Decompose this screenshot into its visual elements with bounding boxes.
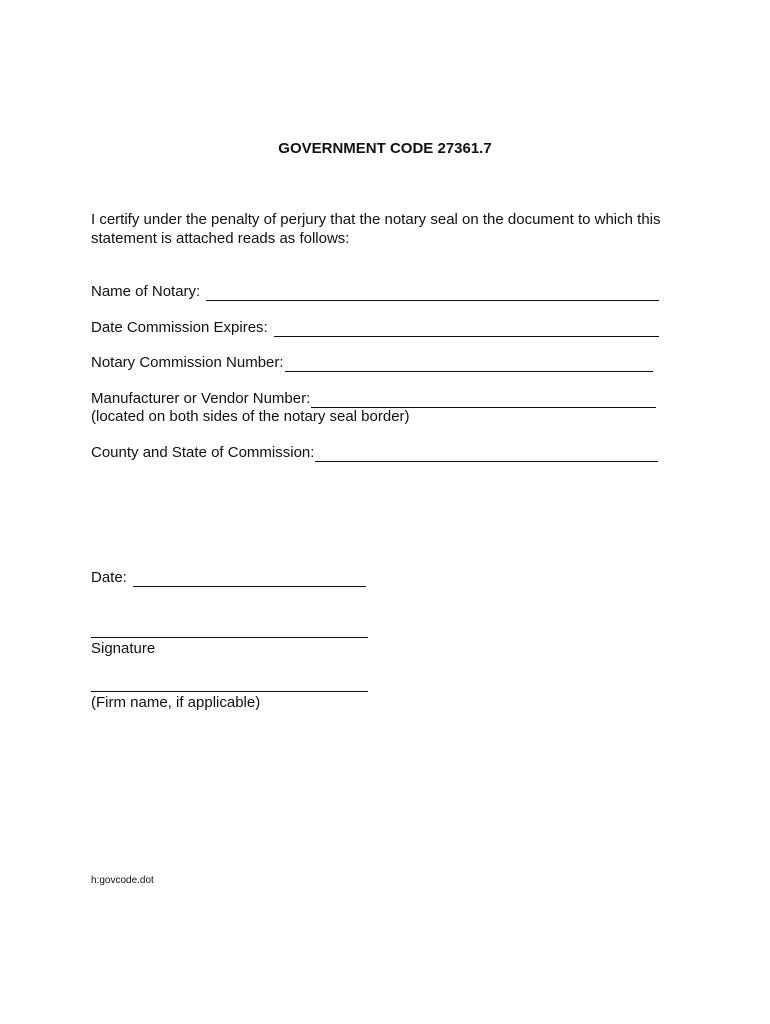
firm-name-label: (Firm name, if applicable) bbox=[91, 694, 261, 711]
firm-name-line[interactable] bbox=[91, 691, 368, 692]
commission-number-line[interactable] bbox=[285, 355, 653, 372]
commission-expires-line[interactable] bbox=[274, 320, 659, 337]
commission-expires-field bbox=[91, 319, 659, 337]
vendor-number-field bbox=[91, 390, 656, 408]
signature-line[interactable] bbox=[91, 637, 368, 638]
certification-statement: I certify under the penalty of perjury that the notary seal on the document to which this statement is attached reads as follows: bbox=[91, 211, 661, 247]
date-label: Date: bbox=[91, 569, 127, 586]
commission-expires-label: Date Commission Expires: bbox=[91, 319, 268, 336]
vendor-number-label: Manufacturer or Vendor Number: bbox=[91, 390, 311, 407]
vendor-number-line[interactable] bbox=[311, 391, 656, 408]
county-state-line[interactable] bbox=[315, 445, 658, 462]
date-field bbox=[91, 569, 366, 587]
notary-name-label: Name of Notary: bbox=[91, 283, 201, 300]
footer-filename: h:govcode.dot bbox=[91, 875, 154, 886]
county-state-label: County and State of Commission: bbox=[91, 444, 315, 461]
notary-name-field bbox=[91, 283, 659, 301]
commission-number-field bbox=[91, 354, 653, 372]
county-state-field bbox=[91, 444, 658, 462]
signature-label: Signature bbox=[91, 640, 156, 657]
vendor-number-note: (located on both sides of the notary seal border) bbox=[91, 408, 410, 425]
commission-number-label: Notary Commission Number: bbox=[91, 354, 284, 371]
notary-name-line[interactable] bbox=[206, 284, 659, 301]
document-title: GOVERNMENT CODE 27361.7 bbox=[278, 140, 492, 157]
date-line[interactable] bbox=[133, 570, 366, 587]
